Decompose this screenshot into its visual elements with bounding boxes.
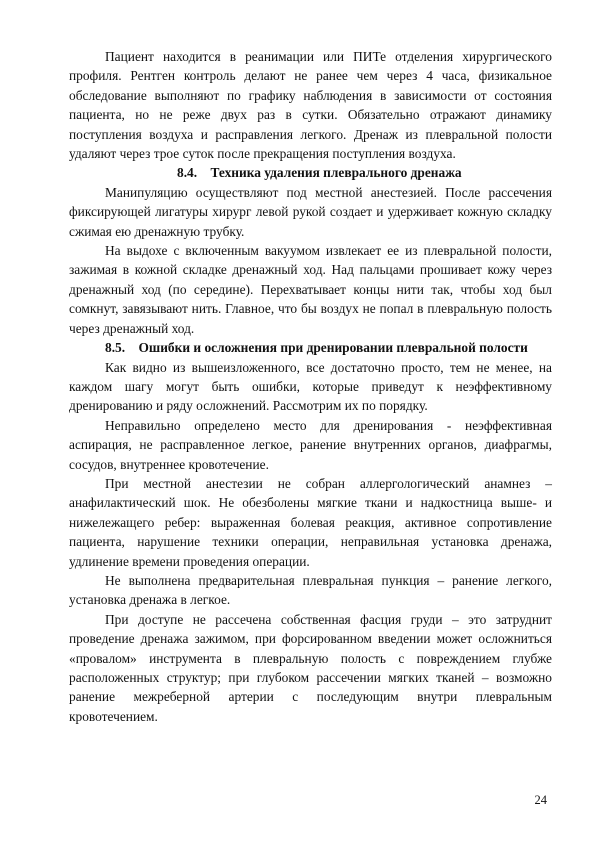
section-number: 8.5. (105, 340, 126, 356)
paragraph: При доступе не рассечена собственная фасция груди – это затруднит проведение дренажа зажимом, при форсированном введении может осложниться «провалом» инструмента в плевральную полость с повреждением глубже расположенных структур; при глубоком рассечении мягких тканей – возможно ранение межреберной артерии с последующим внутри плевральным кровотечением. (69, 611, 552, 724)
paragraph: Манипуляцию осуществляют под местной анестезией. После рассечения фиксирующей лигатуры хирург левой рукой создает и удерживает кожную складку сжимая ею дренажную трубку. (69, 184, 552, 239)
section-title: Техника удаления плеврального дренажа (210, 165, 462, 181)
paragraph: На выдохе с включенным вакуумом извлекает ее из плевральной полости, зажимая в кожной складке дренажный ход. Над пальцами прошивает кожу через дренажный ход (по середине). Перехватывает концы нити так, чтобы ход был сомкнут, завязывают нить. Главное, что бы воздух не попал в плевральную полость через дренажный ход. (69, 243, 552, 336)
paragraph-intro: Пациент находится в реанимации или ПИТе отделения хирургического профиля. Рентген контроль делают не ранее чем через 4 часа, физикальное обследование выполняют по графику наблюдения в зависимости от состояния пациента, но не реже двух раз в сутки. Обязательно отражают динамику поступления воздуха и расправления легкого. Дренаж из плевральной полости удаляют через трое суток после прекращения поступления воздуха. (69, 49, 552, 162)
section-number: 8.4. (177, 165, 198, 181)
paragraph: Неправильно определено место для дренирования - неэффективная аспирация, не расправленное легкое, ранение внутренних органов, диафрагмы, сосудов, внутреннее кровотечение. (69, 417, 552, 472)
section-heading-8-4 (69, 163, 552, 182)
paragraph: Как видно из вышеизложенного, все достаточно просто, тем не менее, на каждом шагу могут быть ошибки, которые приведут к неэффективному дренированию и ряду осложнений. Рассмотрим их по порядку. (69, 359, 552, 414)
page-number: 24 (534, 793, 547, 807)
paragraph: При местной анестезии не собран аллергологический анамнез – анафилактический шок. Не обезболены мягкие ткани и надкостница выше- и нижележащего ребер: выраженная болевая реакция, активное сопротивление пациента, нарушение техники операции, неправильная установка дренажа, удлинение времени проведения операции. (69, 475, 552, 569)
section-heading-8-5 (69, 338, 552, 357)
paragraph: Не выполнена предварительная плевральная пункция – ранение легкого, установка дренажа в легкое. (69, 572, 552, 608)
section-title: Ошибки и осложнения при дренировании плевральной полости (138, 340, 528, 356)
page-content (69, 47, 552, 726)
